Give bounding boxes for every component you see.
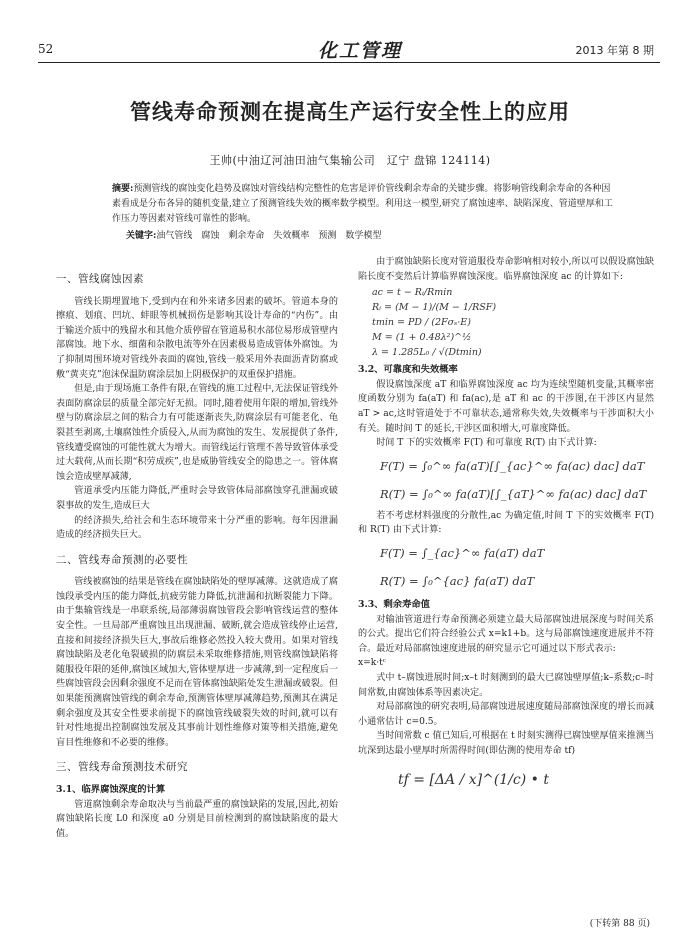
- section-3-title: 三、管线寿命预测技术研究: [56, 761, 188, 774]
- subsection-3-2-paragraph-1: 假设腐蚀深度 aT 和临界腐蚀深度 ac 均为连续型随机变量,其概率密度函数分别为 fa(aT) 和 fa(ac),是 aT 和 ac 的干涉图,在干涉区内显然 aT > ac,这时管道处于不可靠状态,通常称失效,失效概率与干涉面积大小有关。随时间 T 的延长,干涉区面积增大,可靠度降低。: [358, 379, 654, 434]
- subsection-3-3-paragraph-2: 式中 t–腐蚀进展时间;x–t 时刻测到的最大已腐蚀壁厚值;k–系数;c–时间常数,由腐蚀体系等因素决定。: [358, 672, 654, 698]
- equation-8: F(T) = ∫_{ac}^∞ fa(aT) daT: [380, 545, 545, 560]
- section-2-title: 二、管线寿命预测的必要性: [56, 553, 188, 566]
- continued-note: (下转第 88 页): [589, 919, 650, 929]
- equation-11: tf = [ΔA / x]^(1/c) • t: [398, 772, 549, 789]
- author-line: 王帅(中油辽河油田油气集输公司 辽宁 盘锦 124114): [209, 154, 491, 167]
- equation-6: F(T) = ∫₀^∞ fa(aT)[∫_{ac}^∞ fa(ac) dac] daT: [380, 458, 645, 473]
- equation-4: M = (1 + 0.48λ²)^½: [372, 332, 472, 344]
- equation-5: λ = 1.285L₀ / √(Dtmin): [372, 347, 482, 359]
- subsection-3-2-title: 3.2、可靠度和失效概率: [358, 364, 458, 376]
- left-column: [56, 262, 338, 841]
- equation-2: Rᵢ = (M − 1)/(M − 1/RSF): [372, 302, 497, 314]
- equation-3: tmin = PD / (2Fσₛ·E): [372, 317, 471, 329]
- abstract: [112, 182, 617, 227]
- critical-depth-intro: 由于腐蚀缺陷长度对管道服役寿命影响相对较小,所以可以假设腐蚀缺陷长度不变然后计算临界腐蚀深度。临界腐蚀深度 ac 的计算如下:: [358, 257, 654, 282]
- keywords-text: 油气管线 腐蚀 剩余寿命 失效概率 预测 数学模型: [156, 231, 382, 241]
- section-1-title: 一、管线腐蚀因素: [56, 273, 144, 285]
- abstract-text: 预测管线的腐蚀变化趋势及腐蚀对管线结构完整性的危害是评价管线剩余寿命的关键步骤。将影响管线剩余寿命的各种因素看成是分布各异的随机变量,建立了预测管线失效的概率数学模型。利用这一模型,研究了腐蚀速率、缺陷深度、管道壁厚和工作压力等因素对管线可靠性的影响。: [112, 184, 613, 224]
- section-1-paragraph-1: 管线长期埋置地下,受到内在和外来诸多因素的破坏。管道本身的擦痕、划痕、凹坑、蚌眼等机械损伤是影响其设计寿命的“内伤”。由于输送介质中的残留水和其他介质停留在管道易积水部位易形成管壁内部腐蚀。地下水、细菌和杂散电流等外在因素极易造成管体外腐蚀。为了抑制周围环境对管线外表面的腐蚀,管线一般采用外表面沥青防腐或敷“黄夹克”泡沫保温防腐涂层加上阴极保护的双重保护措施。: [56, 296, 338, 380]
- subsection-3-3-title: 3.3、剩余寿命值: [358, 598, 430, 610]
- subsection-3-3-paragraph-1: 对输油管道进行寿命预测必须建立最大局部腐蚀进展深度与时间关系的公式。提出它们符合经验公式 x=k1+b。这与局部腐蚀速度进展并不符合。最近对局部腐蚀速度进展的研究显示它可通过以下形式表示:: [358, 614, 654, 654]
- keywords-label: 关键字:: [126, 231, 157, 241]
- issue-label: 2013 年第 8 期: [575, 44, 654, 57]
- section-2-paragraph-1: 管线被腐蚀的结果是管线在腐蚀缺陷处的壁厚减薄。这就造成了腐蚀段承受内压的能力降低,抗疲劳能力降低,抗泄漏和抗断裂能力下降。由于集输管线是一串联系统,局部薄弱腐蚀管段会影响管线运营的整体安全性。一旦局部严重腐蚀且出现泄漏、破断,就会造成管线停止运营,直接和间接经济损失巨大,事故后维修必然投入较大费用。如果对管线腐蚀缺陷及老化龟裂破损的防腐层未采取维修措施,则管线腐蚀缺陷将随服役年限的延伸,腐蚀区域加大,管体壁厚进一步减薄,到一定程度后一些腐蚀管段会因剩余强度不足而在管体腐蚀缺陷处发生泄漏或破裂。但如果能预测腐蚀管线的剩余寿命,预测管体壁厚减薄趋势,预测其在满足剩余强度及其安全性要求前提下的腐蚀管线破裂失效的时间,就可以有针对性地提出控制腐蚀发展及其事前计划性维修对策等相关措施,避免盲目性维修和不必要的维修。: [56, 577, 338, 748]
- equation-9: R(T) = ∫₀^{ac} fa(aT) daT: [380, 573, 535, 588]
- journal-logo: 化工管理: [318, 40, 403, 62]
- article-title: 管线寿命预测在提高生产运行安全性上的应用: [130, 99, 570, 124]
- abstract-label: 摘要:: [112, 184, 134, 194]
- equation-7: R(T) = ∫₀^∞ fa(aT)[∫_{aT}^∞ fa(ac) dac] daT: [380, 486, 647, 501]
- keywords: [126, 228, 606, 241]
- section-1-paragraph-2: 但是,由于现场施工条件有限,在管线的施工过程中,无法保证管线外表面防腐涂层的质量全部完好无损。同时,随着使用年限的增加,管线外壁与防腐涂层之间的粘合力有可能逐渐丧失,防腐涂层有可能老化、龟裂甚至剥离,土壤腐蚀性介质侵入,从而为腐蚀的发生、发展提供了条件,管线遭受腐蚀的可能性就大为增大。而管线运行管理不善导致管体承受过大载荷,从而长期“积劳成疾”,也是威胁管线安全的隐患之一。管体腐蚀会造成壁厚减薄,: [56, 384, 338, 482]
- right-column: [358, 255, 654, 802]
- subsection-3-1-paragraph: 管道腐蚀剩余寿命取决与当前最严重的腐蚀缺陷的发展,因此,初始腐蚀缺陷长度 L0 和深度 a0 分别是目前检测到的腐蚀缺陷度的最大值。: [56, 799, 338, 839]
- equation-1: ac = t − Rᵢ/Rmin: [372, 287, 453, 299]
- page-number: 52: [38, 42, 54, 56]
- subsection-3-1-title: 3.1、临界腐蚀深度的计算: [56, 784, 166, 795]
- equation-10: x=k·tᶜ: [358, 658, 386, 669]
- subsection-3-3-paragraph-3: 对局部腐蚀的研究表明,局部腐蚀进展速度随局部腐蚀深度的增长而减小通常估计 c=0.5。: [358, 702, 654, 727]
- section-1-paragraph-4: 的经济损失,给社会和生态环境带来十分严重的影响。每年因泄漏造成的经济损失巨大。: [56, 515, 338, 541]
- section-1-paragraph-3: 管道承受内压能力降低,严重时会导致管体局部腐蚀穿孔泄漏或破裂事故的发生,造成巨大: [56, 486, 338, 511]
- subsection-3-2-paragraph-2: 时间 T 下的实效概率 F(T) 和可靠度 R(T) 由下式计算:: [376, 438, 597, 449]
- subsection-3-3-paragraph-4: 当时间常数 c 值已知后,可根据在 t 时刻实测得已腐蚀壁厚值来推测当坑深到达最小壁厚时所需得时间(即估测的使用寿命 tf): [358, 731, 655, 756]
- subsection-3-2-paragraph-3: 若不考虑材料强度的分散性,ac 为确定值,时间 T 下的实效概率 F(T) 和 R(T) 由下式计算:: [358, 510, 654, 536]
- header-rule: [38, 62, 660, 63]
